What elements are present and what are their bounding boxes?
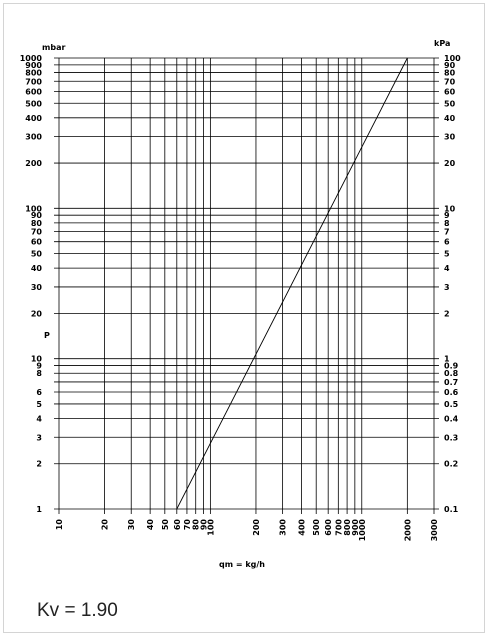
x-tick-label: 2000	[403, 519, 413, 542]
y-tick-label-left: 500	[25, 99, 42, 109]
x-tick-label: 30	[127, 519, 137, 531]
tick-labels	[20, 54, 461, 541]
y-tick-label-left: 2	[36, 459, 42, 469]
y-tick-label-right: 0.6	[444, 388, 459, 398]
x-tick-label: 400	[297, 519, 307, 536]
y-tick-label-right: 40	[444, 113, 456, 123]
y-tick-label-left: 70	[30, 227, 42, 237]
y-tick-label-left: 30	[30, 282, 42, 292]
y-tick-label-right: 0.2	[444, 459, 459, 469]
y-tick-label-left: 80	[30, 218, 42, 228]
y-tick-label-right: 10	[444, 204, 456, 214]
y-tick-label-right: 8	[444, 218, 450, 228]
y-axis-label: P	[44, 331, 50, 340]
y-tick-label-left: 1000	[19, 54, 42, 63]
x-tick-label: 40	[146, 519, 156, 531]
x-tick-label: 700	[334, 519, 344, 536]
chart-frame	[3, 3, 485, 633]
y-tick-label-left: 300	[25, 132, 42, 142]
x-tick-label: 600	[324, 519, 334, 536]
x-tick-label: 90	[199, 519, 209, 531]
x-tick-label: 800	[343, 519, 353, 536]
x-tick-label: 300	[278, 519, 288, 536]
y-tick-label-left: 3	[36, 433, 42, 443]
y-tick-label-right: 0.5	[444, 399, 459, 409]
x-tick-label: 3000	[430, 519, 439, 542]
y-tick-label-left: 4	[36, 414, 42, 424]
y-unit-left: mbar	[42, 43, 66, 52]
y-tick-label-left: 700	[25, 77, 42, 87]
y-tick-label-right: 0.7	[444, 377, 459, 387]
y-tick-label-right: 50	[444, 99, 456, 109]
y-tick-label-right: 100	[444, 54, 461, 63]
pressure-flow-chart	[4, 4, 486, 634]
y-tick-label-right: 4	[444, 264, 450, 274]
y-tick-label-left: 400	[25, 113, 42, 123]
x-tick-label: 20	[100, 519, 110, 531]
y-tick-label-left: 40	[30, 264, 42, 274]
y-tick-label-left: 20	[30, 309, 42, 319]
y-tick-label-left: 600	[25, 87, 42, 97]
x-tick-label: 100	[206, 519, 216, 536]
y-tick-label-left: 6	[36, 388, 42, 398]
y-tick-label-right: 60	[444, 87, 456, 97]
y-tick-label-left: 60	[30, 237, 42, 247]
y-tick-label-left: 900	[25, 60, 42, 70]
x-tick-label: 1000	[357, 519, 367, 542]
y-tick-label-right: 6	[444, 237, 450, 247]
y-tick-label-right: 3	[444, 282, 450, 292]
series-group	[177, 58, 408, 509]
y-tick-label-right: 5	[444, 249, 450, 259]
y-tick-label-right: 30	[444, 132, 456, 142]
x-tick-label: 500	[312, 519, 322, 536]
y-unit-right: kPa	[434, 39, 451, 48]
y-tick-label-left: 200	[25, 159, 42, 169]
x-tick-label: 70	[182, 519, 192, 531]
y-tick-label-left: 10	[30, 354, 42, 364]
y-tick-label-left: 8	[36, 369, 42, 379]
y-tick-label-left: 5	[36, 399, 42, 409]
x-tick-label: 200	[251, 519, 261, 536]
kv-label: Kv = 1.90	[37, 600, 118, 621]
x-tick-label: 80	[191, 519, 201, 531]
y-tick-label-right: 7	[444, 227, 450, 237]
y-tick-label-right: 2	[444, 309, 450, 319]
y-tick-label-right: 80	[444, 68, 456, 78]
grid	[54, 58, 439, 514]
x-axis-label: qm = kg/h	[219, 560, 265, 569]
series-line-0	[177, 58, 408, 509]
x-tick-label: 50	[160, 519, 170, 531]
y-tick-label-right: 0.8	[444, 369, 459, 379]
y-tick-label-left: 800	[25, 68, 42, 78]
y-tick-label-right: 70	[444, 77, 456, 87]
x-tick-label: 10	[55, 519, 64, 531]
y-tick-label-left: 9	[36, 361, 42, 371]
y-tick-label-right: 90	[444, 60, 456, 70]
y-tick-label-right: 1	[444, 354, 450, 364]
y-tick-label-right: 0.1	[444, 505, 459, 514]
y-tick-label-right: 9	[444, 211, 450, 221]
x-tick-label: 900	[350, 519, 360, 536]
y-tick-label-right: 0.4	[444, 414, 459, 424]
y-tick-label-left: 1	[36, 505, 42, 514]
y-tick-label-left: 100	[25, 204, 42, 214]
y-tick-label-left: 90	[30, 211, 42, 221]
y-tick-label-right: 0.3	[444, 433, 459, 443]
y-tick-label-right: 0.9	[444, 361, 459, 371]
x-tick-label: 60	[172, 519, 182, 531]
y-tick-label-left: 50	[30, 249, 42, 259]
y-tick-label-right: 20	[444, 159, 456, 169]
